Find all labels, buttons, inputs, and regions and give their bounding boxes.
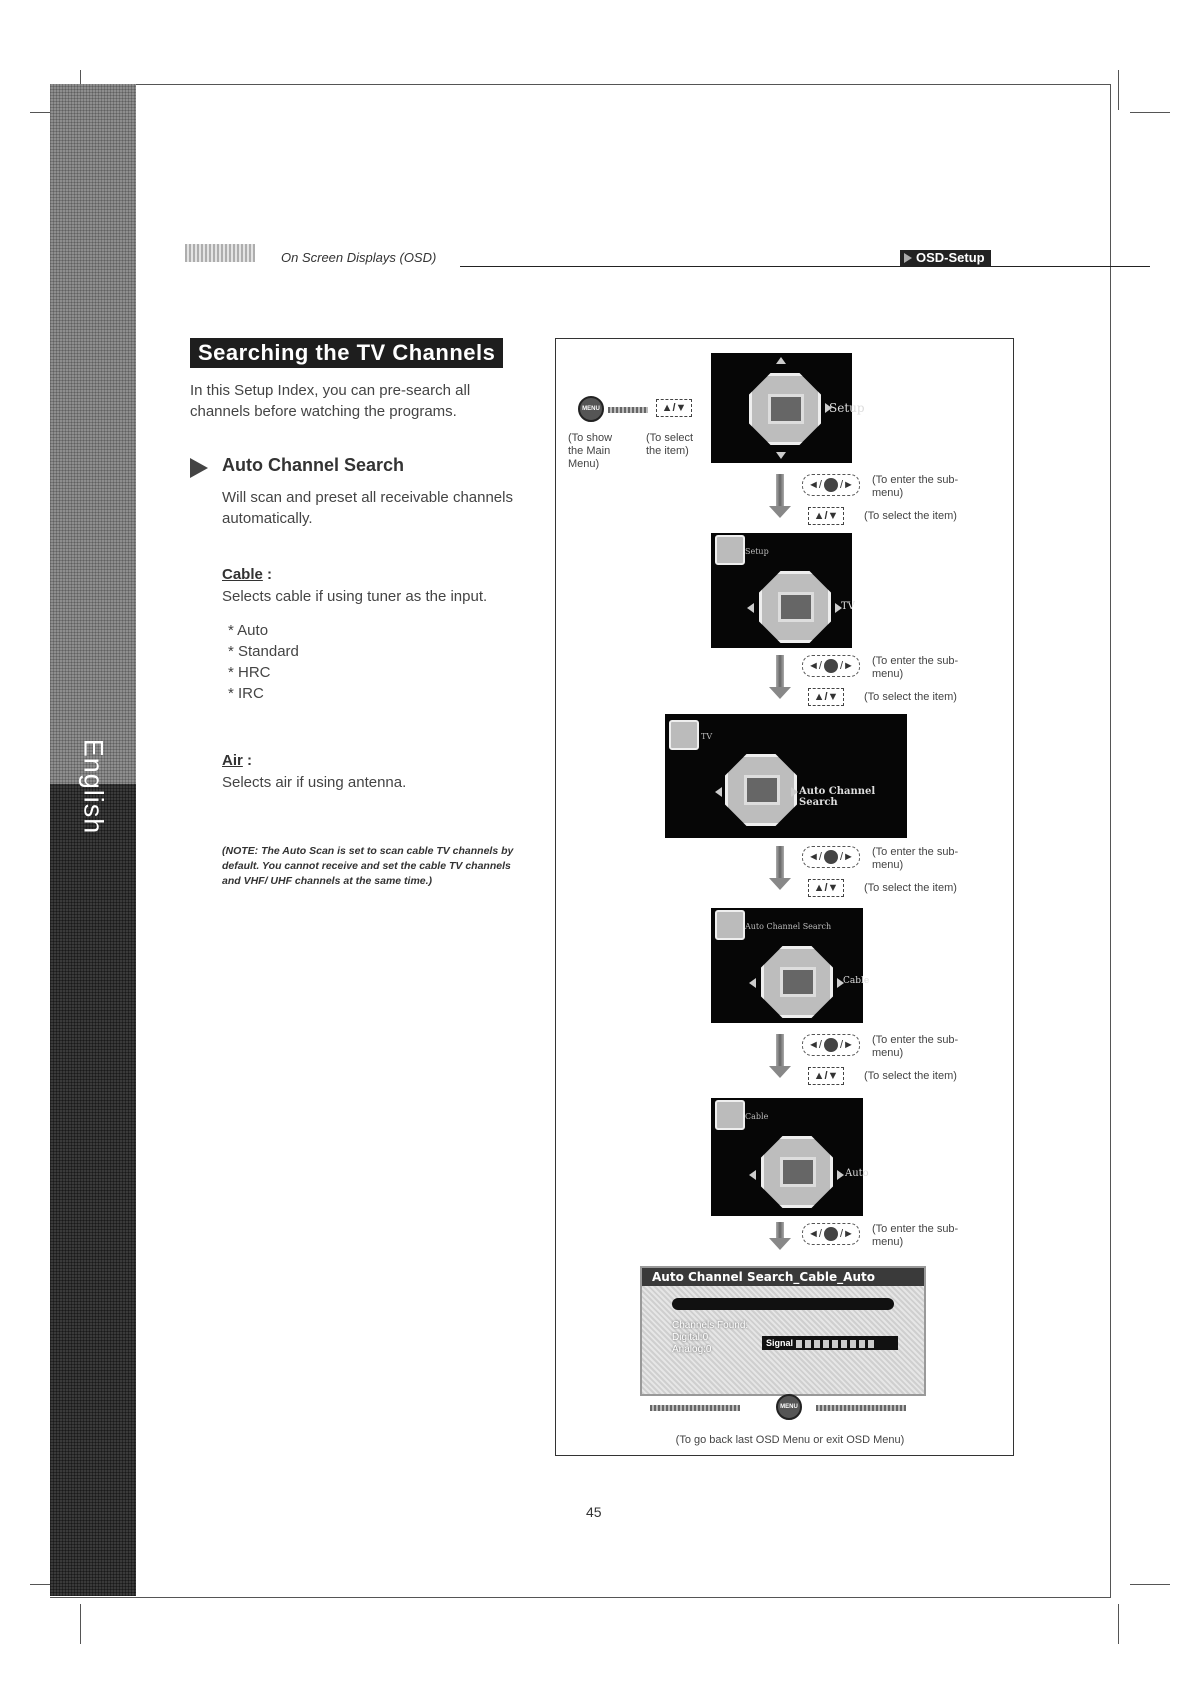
caption-enter-submenu: (To enter the sub-menu) — [872, 655, 959, 680]
down-flow-arrow-icon — [776, 1034, 784, 1068]
mini-menu-icon — [715, 910, 745, 940]
screen-label: Setup — [829, 401, 865, 415]
caption-enter-submenu: (To enter the sub-menu) — [872, 1034, 959, 1059]
crop-mark — [1118, 70, 1119, 110]
stat-line: Analog:0 — [672, 1344, 712, 1355]
auto-search-progress-screen — [640, 1266, 926, 1396]
subsection-description: Will scan and preset all receivable channels automatically. — [222, 489, 513, 527]
page-number: 45 — [586, 1504, 602, 1520]
left-arrow-icon — [749, 1170, 756, 1180]
mini-label: Auto Channel Search — [745, 922, 832, 931]
left-arrow-icon — [747, 603, 754, 613]
left-arrow-icon — [749, 978, 756, 988]
air-description: Selects air if using antenna. — [222, 774, 407, 791]
header-pattern — [185, 244, 255, 262]
updown-button-icon: ▲/▼ — [808, 1067, 844, 1085]
mini-menu-icon — [669, 720, 699, 750]
caption-select-item: (To select the item) — [864, 691, 957, 703]
menu-cube-icon — [761, 946, 833, 1018]
cable-description: Selects cable if using tuner as the input. — [222, 588, 488, 605]
list-item: * Standard — [228, 643, 299, 660]
left-right-button-icon: ◄/ /► — [802, 846, 860, 868]
right-arrow-icon — [791, 787, 798, 797]
header-rule — [460, 266, 1150, 267]
right-arrow-icon — [837, 1170, 844, 1180]
screen-label: Auto — [845, 1168, 869, 1179]
caption-select-item: (To select the item) — [864, 882, 957, 894]
language-sidebar — [50, 84, 136, 1596]
caption-enter-submenu: (To enter the sub-menu) — [872, 474, 959, 499]
menu-button-icon: MENU — [578, 396, 604, 422]
subsection-title: Auto Channel Search — [222, 455, 405, 475]
osd-screen-auto-channel-search — [665, 714, 907, 838]
caption-enter-submenu: (To enter the sub-menu) — [872, 846, 959, 871]
crop-mark — [80, 1604, 81, 1644]
language-label — [66, 726, 120, 846]
osd-screen-cable — [711, 908, 870, 1023]
menu-cube-icon — [761, 1136, 833, 1208]
down-flow-arrow-icon — [776, 655, 784, 689]
updown-button-icon: ▲/▼ — [656, 399, 692, 417]
progress-stats — [672, 1320, 748, 1356]
list-item: * HRC — [228, 664, 271, 681]
air-heading: Air : — [222, 752, 253, 769]
page-title: Searching the TV Channels — [190, 338, 503, 368]
left-right-button-icon: ◄/ /► — [802, 655, 860, 677]
header-section-title: On Screen Displays (OSD) — [281, 250, 437, 265]
menu-cube-icon — [749, 373, 821, 445]
menu-cube-icon — [725, 754, 797, 826]
up-arrow-icon — [776, 357, 786, 364]
list-item: * Auto — [228, 622, 269, 639]
intro-text: In this Setup Index, you can pre-search all channels before watching the programs. — [190, 382, 471, 420]
osd-screen-tv — [711, 533, 855, 648]
progress-bar — [672, 1298, 894, 1310]
progress-screen-title: Auto Channel Search_Cable_Auto — [642, 1268, 924, 1286]
note-text: (NOTE: The Auto Scan is set to scan cable TV channels by default. You cannot receive and set the cable TV channels and VHF/ UHF channels at the same time.) — [222, 845, 514, 887]
osd-screen-auto — [711, 1098, 869, 1216]
right-arrow-icon — [608, 407, 648, 413]
cable-options-list — [228, 620, 299, 704]
crop-mark — [1130, 112, 1170, 113]
left-right-button-icon: ◄/ /► — [802, 474, 860, 496]
mini-label: Cable — [745, 1112, 769, 1121]
updown-button-icon: ▲/▼ — [808, 688, 844, 706]
screen-label: TV — [841, 601, 855, 612]
mini-menu-icon — [715, 1100, 745, 1130]
updown-button-icon: ▲/▼ — [808, 879, 844, 897]
list-item: * IRC — [228, 685, 264, 702]
mini-label: TV — [701, 732, 713, 741]
cable-label: Cable — [222, 566, 263, 583]
down-flow-arrow-icon — [776, 474, 784, 508]
down-flow-arrow-icon — [776, 1222, 784, 1240]
caption-enter-submenu: (To enter the sub-menu) — [872, 1223, 959, 1248]
left-right-button-icon: ◄/ /► — [802, 1223, 860, 1245]
language-text: English — [78, 738, 109, 834]
caption-exit: (To go back last OSD Menu or exit OSD Menu) — [675, 1434, 905, 1446]
back-arrow-left-icon — [650, 1405, 740, 1411]
menu-button-icon: MENU — [776, 1394, 802, 1420]
screen-label: Cable — [843, 976, 870, 986]
osd-screen-setup — [711, 353, 865, 463]
stat-line: Channels Found: — [672, 1320, 749, 1331]
crop-mark — [1118, 1604, 1119, 1644]
menu-cube-icon — [759, 571, 831, 643]
down-flow-arrow-icon — [776, 846, 784, 880]
caption-select-item: (To select the item) — [864, 510, 957, 522]
caption-select-item: (To select the item) — [864, 1070, 957, 1082]
sidebar-dark-section — [50, 784, 136, 1596]
air-label: Air — [222, 752, 243, 769]
updown-button-icon: ▲/▼ — [808, 507, 844, 525]
caption-select-item: (To select the item) — [646, 432, 694, 457]
mini-label: Setup — [745, 547, 769, 556]
left-right-button-icon: ◄/ /► — [802, 1034, 860, 1056]
crop-mark — [1130, 1584, 1170, 1585]
left-arrow-icon — [715, 787, 722, 797]
stat-line: Digital:0 — [672, 1332, 709, 1343]
screen-label: Auto Channel Search — [799, 786, 876, 808]
mini-menu-icon — [715, 535, 745, 565]
down-arrow-icon — [776, 452, 786, 459]
bullet-arrow-icon — [190, 458, 208, 478]
cable-heading: Cable : — [222, 566, 273, 583]
header-badge: OSD-Setup — [900, 250, 991, 266]
caption-show-main-menu: (To show the Main Menu) — [568, 432, 613, 470]
signal-meter: Signal — [762, 1336, 898, 1350]
back-arrow-right-icon — [816, 1405, 906, 1411]
